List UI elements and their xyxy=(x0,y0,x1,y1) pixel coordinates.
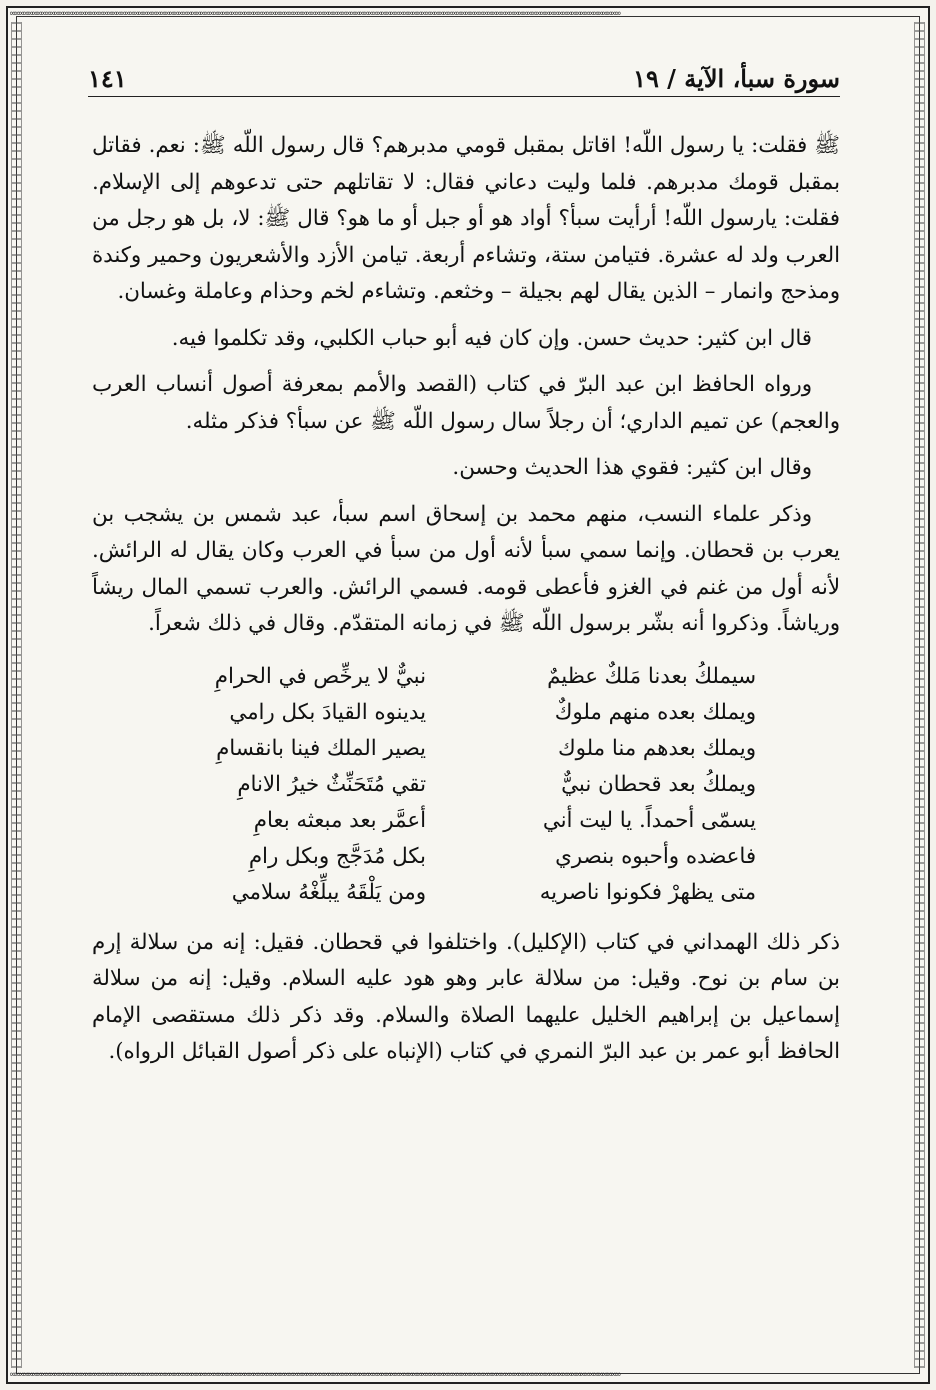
decorative-border-bottom: ∞∞∞∞∞∞∞∞∞∞∞∞∞∞∞∞∞∞∞∞∞∞∞∞∞∞∞∞∞∞∞∞∞∞∞∞∞∞∞∞∞∞∞∞∞∞∞∞∞∞∞∞∞∞∞∞∞∞∞∞∞∞∞∞∞∞∞∞∞∞∞∞∞∞∞∞∞∞∞∞∞∞∞∞∞∞∞∞∞∞∞∞∞∞∞∞∞∞∞∞∞∞∞∞∞∞∞∞∞∞∞∞∞∞∞∞∞∞∞∞∞∞∞∞∞∞∞∞∞∞∞∞∞∞∞∞∞∞ xyxy=(10,1371,620,1380)
poem-verse xyxy=(176,803,756,839)
verse-second-hemistich: يصير الملك فينا بانقسامِ xyxy=(216,735,426,761)
paragraph: وذكر علماء النسب، منهم محمد بن إسحاق اسم سبأ، عبد شمس بن يشجب بن يعرب بن قحطان. وإنما سمي سبأ لأنه أول من سبأ في العرب وكان يقال له الرائش. لأنه أول من غنم في الغزو فأعطى قومه. فسمي الرائش. والعرب تسمي المال ريشاً ورياشاً. وذكروا أنه بشّر برسول اللّه ﷺ في زمانه المتقدّم. وقال في ذلك شعراً. xyxy=(92,501,840,636)
verse-first-hemistich: سيملكُ بعدنا مَلكٌ عظيمٌ xyxy=(547,663,756,689)
poem-verse xyxy=(176,695,756,731)
poem xyxy=(176,659,756,911)
verse-first-hemistich: ويملكُ بعد قحطان نبيٌّ xyxy=(561,771,756,797)
verse-first-hemistich: فاعضده وأحبوه بنصري xyxy=(555,843,756,869)
page-number: ١٤١ xyxy=(88,64,127,93)
closing-paragraph: ذكر ذلك الهمداني في كتاب (الإكليل). واختلفوا في قحطان. فقيل: إنه من سلالة إرم بن سام بن نوح. وقيل: من سلالة عابر وهو هود عليه السلام. وقيل: إنه من سلالة إسماعيل بن إبراهيم الخليل عليهما الصلاة والسلام. وقد ذكر ذلك مستقصى الإمام الحافظ أبو عمر بن عبد البرّ النمري في كتاب (الإنباه على ذكر أصول القبائل الرواه). xyxy=(92,929,840,1064)
decorative-border-left xyxy=(11,22,22,1368)
verse-first-hemistich: ويملك بعده منهم ملوكٌ xyxy=(554,699,756,725)
poem-verse xyxy=(176,659,756,695)
verse-first-hemistich: ويملك بعدهم منا ملوك xyxy=(558,735,756,761)
poem-verse xyxy=(176,875,756,911)
page-header xyxy=(88,62,840,97)
poem-verse xyxy=(176,839,756,875)
decorative-border-right xyxy=(914,22,925,1368)
verse-second-hemistich: يدينوه القيادَ بكل رامي xyxy=(229,699,426,725)
decorative-border-top: ∞∞∞∞∞∞∞∞∞∞∞∞∞∞∞∞∞∞∞∞∞∞∞∞∞∞∞∞∞∞∞∞∞∞∞∞∞∞∞∞∞∞∞∞∞∞∞∞∞∞∞∞∞∞∞∞∞∞∞∞∞∞∞∞∞∞∞∞∞∞∞∞∞∞∞∞∞∞∞∞∞∞∞∞∞∞∞∞∞∞∞∞∞∞∞∞∞∞∞∞∞∞∞∞∞∞∞∞∞∞∞∞∞∞∞∞∞∞∞∞∞∞∞∞∞∞∞∞∞∞∞∞∞∞∞∞∞∞ xyxy=(10,10,620,19)
verse-first-hemistich: متى يظهرْ فكونوا ناصريه xyxy=(539,879,756,905)
main-text xyxy=(92,128,840,1081)
verse-second-hemistich: تقي مُتَحَنِّثٌ خيرُ الانامِ xyxy=(237,771,426,797)
verse-second-hemistich: نبيٌّ لا يرخِّص في الحرامِ xyxy=(214,663,426,689)
verse-second-hemistich: بكل مُدَجَّج وبكل رامِ xyxy=(248,843,426,869)
verse-first-hemistich: يسمّى أحمداً. يا ليت أني xyxy=(542,807,756,833)
paragraph: ورواه الحافظ ابن عبد البرّ في كتاب (القصد والأمم بمعرفة أصول أنساب العرب والعجم) عن تميم الداري؛ أن رجلاً سال رسول اللّه ﷺ عن سبأ؟ فذكر مثله. xyxy=(92,372,840,434)
poem-verse xyxy=(176,731,756,767)
paragraph: وقال ابن كثير: فقوي هذا الحديث وحسن. xyxy=(452,455,812,480)
verse-second-hemistich: أعمَّر بعد مبعثه بعامِ xyxy=(253,807,426,833)
verse-second-hemistich: ومن يَلْقَهُ يبلِّغْهُ سلامي xyxy=(231,879,426,905)
running-title: سورة سبأ، الآية / ١٩ xyxy=(633,64,840,93)
paragraph: قال ابن كثير: حديث حسن. وإن كان فيه أبو حباب الكلبي، وقد تكلموا فيه. xyxy=(171,325,812,351)
poem-verse xyxy=(176,767,756,803)
paragraph: ﷺ فقلت: يا رسول اللّه! اقاتل بمقبل قومي مدبرهم؟ قال رسول اللّه ﷺ: نعم. فقاتل بمقبل قومك مدبرهم. فلما وليت دعاني فقال: لا تقاتلهم حتى تدعوهم إلى الإسلام. فقلت: يارسول اللّه! أرأيت سبأ؟ أواد هو أو جبل أو ما هو؟ قال ﷺ: لا، بل هو رجل من العرب ولد له عشرة. فتيامن ستة، وتشاءم أربعة. تيامن الأزد والأشعريون وحمير وكندة ومذحج وانمار – الذين يقال لهم بجيلة – وخثعم. وتشاءم لخم وحذام وعاملة وغسان. xyxy=(92,133,840,304)
